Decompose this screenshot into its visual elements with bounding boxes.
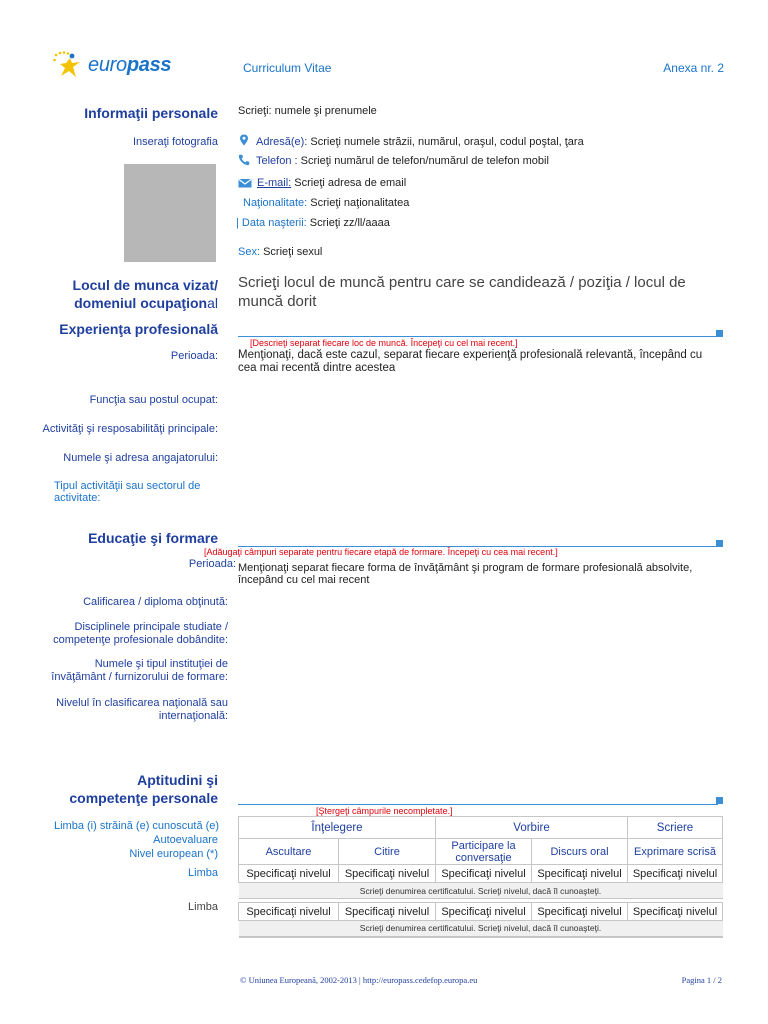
email-icon xyxy=(238,177,252,189)
level-cell[interactable]: Specificaţi nivelul xyxy=(339,865,436,883)
position-label: Funcţia sau postul ocupat: xyxy=(89,394,218,406)
nationality-row[interactable] xyxy=(243,197,409,210)
qualification-label: Calificarea / diploma obţinută: xyxy=(83,596,228,608)
employer-label: Numele şi adresa angajatorului: xyxy=(63,452,218,464)
skills-title: Aptitudini şi competenţe personale xyxy=(69,772,218,806)
job-title: Locul de munca vizat/ domeniul ocupaţional xyxy=(72,277,218,311)
europass-star-figure-icon xyxy=(52,50,86,80)
job-value[interactable]: Scrieţi locul de muncă pentru care se candidează / poziţia / locul de muncă dorit xyxy=(238,274,686,310)
level-cell[interactable]: Specificaţi nivelul xyxy=(532,903,628,921)
name-value[interactable]: Scrieţi: numele şi prenumele xyxy=(238,105,377,117)
language-1-label: Limba xyxy=(188,867,218,879)
europass-logo xyxy=(52,50,171,80)
education-period-label: Perioada: xyxy=(188,558,236,570)
document-title: Curriculum Vitae xyxy=(243,61,332,75)
sex-row[interactable] xyxy=(238,246,322,259)
institution-label: Numele şi tipul instituţiei de învăţământ / furnizorului de formare: xyxy=(51,658,228,683)
photo-placeholder[interactable] xyxy=(124,164,216,262)
address-label: Adresă(e): xyxy=(256,136,308,148)
birthdate-value: Scrieţi zz/ll/aaaa xyxy=(309,217,390,229)
group-understanding: Înţelegere xyxy=(239,817,436,839)
experience-period-label: Perioada: xyxy=(170,350,218,362)
subjects-label: Disciplinele principale studiate / competenţe profesionale dobândite: xyxy=(53,621,228,646)
language-1-levels xyxy=(239,865,723,883)
level-label: Nivelul în clasificarea naţională sau internaţională: xyxy=(56,697,228,722)
personal-info-title: Informaţii personale xyxy=(84,105,218,121)
footer-copyright: © Uniunea Europeană, 2002-2013 | http://europass.cedefop.europa.eu xyxy=(240,975,478,985)
level-cell[interactable]: Specificaţi nivelul xyxy=(339,903,436,921)
annex-label: Anexa nr. 2 xyxy=(663,61,724,75)
level-cell[interactable]: Specificaţi nivelul xyxy=(628,865,723,883)
experience-rule-marker xyxy=(716,330,723,337)
experience-period-value[interactable]: Menţionaţi, dacă este cazul, separat fiecare experienţă profesională relevantă, începând cu cea mai recentă dintre acestea xyxy=(238,349,703,374)
skills-rule-marker xyxy=(716,797,723,804)
address-row[interactable] xyxy=(256,136,584,149)
level-cell[interactable]: Specificaţi nivelul xyxy=(436,903,532,921)
experience-title: Experienţa profesională xyxy=(59,321,218,337)
footer-page-number: Pagina 1 / 2 xyxy=(681,975,722,985)
photo-label: Inseraţi fotografia xyxy=(133,136,218,148)
location-icon xyxy=(238,134,250,146)
sex-value: Scrieţi sexul xyxy=(263,246,323,258)
skills-note: [Ştergeţi câmpurile necompletate.] xyxy=(316,806,453,816)
language-2-levels xyxy=(239,903,723,921)
level-cell[interactable]: Specificaţi nivelul xyxy=(532,865,628,883)
phone-value: Scrieţi numărul de telefon/numărul de telefon mobil xyxy=(300,155,549,167)
self-assessment-label: Autoevaluare xyxy=(153,834,218,846)
experience-rule xyxy=(238,336,718,337)
level-cell[interactable]: Specificaţi nivelul xyxy=(239,865,339,883)
phone-row[interactable] xyxy=(256,155,549,168)
sub-interaction: Participare la conversaţie xyxy=(436,839,532,865)
sector-label: Tipul activităţii sau sectorul de activitate: xyxy=(54,480,201,504)
level-cell[interactable]: Specificaţi nivelul xyxy=(628,903,723,921)
sub-production: Discurs oral xyxy=(532,839,628,865)
email-row[interactable] xyxy=(257,177,406,190)
activities-label: Activităţi şi resposabilităţi principale: xyxy=(42,423,218,435)
sub-listening: Ascultare xyxy=(239,839,339,865)
language-table xyxy=(238,816,723,938)
education-rule-marker xyxy=(716,540,723,547)
phone-icon xyxy=(238,154,250,166)
nationality-label: Naţionalitate: xyxy=(243,197,308,209)
language-2-label: Limba xyxy=(188,901,218,913)
sex-label: Sex: xyxy=(238,246,261,258)
nationality-value: Scrieţi naţionalitatea xyxy=(310,197,410,209)
language-2-certificate[interactable]: Scrieţi denumirea certificatului. Scrieţi nivelul, dacă îl cunoaşteţi. xyxy=(239,921,723,937)
language-1-certificate[interactable]: Scrieţi denumirea certificatului. Scrieţi nivelul, dacă îl cunoaşteţi. xyxy=(239,883,723,899)
sub-reading: Citire xyxy=(339,839,436,865)
education-period-value[interactable]: Menţionaţi separat fiecare forma de învăţământ şi program de formare profesională absolvite, începând cu cel mai recent xyxy=(238,562,693,586)
sub-writing: Exprimare scrisă xyxy=(628,839,723,865)
birthdate-row[interactable] xyxy=(236,217,390,230)
foreign-languages-label: Limba (i) străină (e) cunoscută (e) xyxy=(54,820,220,832)
group-speaking: Vorbire xyxy=(436,817,628,839)
birthdate-label: | Data naşterii: xyxy=(236,217,307,229)
phone-label: Telefon : xyxy=(256,155,298,167)
experience-note: [Descrieţi separat fiecare loc de muncă. Începeţi cu cel mai recent.] xyxy=(250,338,518,348)
group-writing: Scriere xyxy=(628,817,723,839)
education-note: [Adăugaţi câmpuri separate pentru fiecare etapă de formare. Începeţi cu cea mai recent.] xyxy=(204,547,558,557)
european-level-label: Nivel european (*) xyxy=(129,848,218,860)
level-cell[interactable]: Specificaţi nivelul xyxy=(239,903,339,921)
address-value: Scrieţi numele străzii, numărul, oraşul, codul poştal, ţara xyxy=(310,136,584,148)
europass-wordmark: europass xyxy=(88,53,172,76)
email-label: E-mail: xyxy=(257,177,292,189)
education-title: Educaţie şi formare xyxy=(88,530,218,546)
level-cell[interactable]: Specificaţi nivelul xyxy=(436,865,532,883)
skills-rule xyxy=(238,804,718,805)
email-value: Scrieţi adresa de email xyxy=(294,177,407,189)
